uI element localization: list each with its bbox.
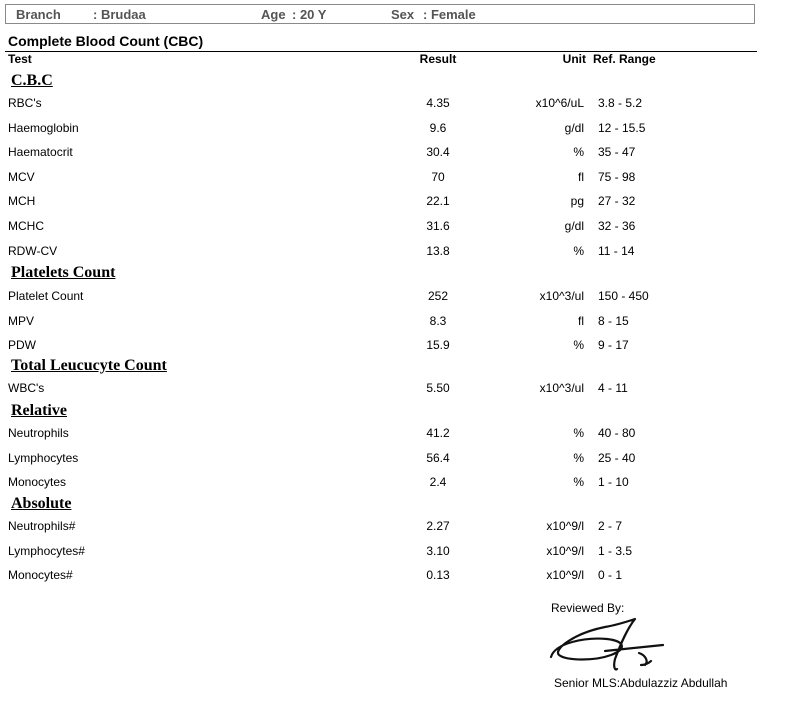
column-header-ref-range: Ref. Range [593,52,656,66]
section-title: Absolute [11,495,72,512]
test-result: 70 [431,170,445,184]
test-ref-range: 12 - 15.5 [598,121,646,135]
test-ref-range: 75 - 98 [598,170,636,184]
test-name: Neutrophils [8,426,69,440]
test-result: 252 [427,289,449,303]
test-unit: % [573,426,584,440]
branch-value: : Brudaa [93,7,146,22]
test-ref-range: 35 - 47 [598,145,636,159]
age-label: Age [261,7,286,22]
column-header-test: Test [8,52,32,66]
test-name: Neutrophils# [8,519,76,533]
test-unit: x10^3/ul [539,289,584,303]
section-title: Relative [11,402,67,419]
test-ref-range: 27 - 32 [598,194,636,208]
test-result: 56.4 [426,451,450,465]
test-ref-range: 8 - 15 [598,314,629,328]
test-result: 9.6 [429,121,447,135]
test-name: Haemoglobin [8,121,79,135]
sex-label: Sex [391,7,415,22]
test-unit: % [573,145,584,159]
test-unit: x10^3/ul [539,381,584,395]
test-name: MPV [8,314,35,328]
test-ref-range: 9 - 17 [598,338,629,352]
test-ref-range: 150 - 450 [598,289,649,303]
reviewer-name: Senior MLS:Abdulazziz Abdullah [554,676,728,690]
test-unit: x10^9/l [546,568,584,582]
test-result: 22.1 [426,194,450,208]
test-name: Lymphocytes# [8,544,85,558]
column-header-result: Result [419,52,457,66]
test-unit: % [573,338,584,352]
test-result: 41.2 [426,426,450,440]
test-unit: fl [578,314,584,328]
test-unit: x10^6/uL [535,96,584,110]
test-unit: % [573,475,584,489]
test-result: 2.27 [426,519,450,533]
test-name: Haematocrit [8,145,73,159]
test-unit: g/dl [564,219,584,233]
test-ref-range: 2 - 7 [598,519,623,533]
test-ref-range: 1 - 3.5 [598,544,633,558]
test-ref-range: 1 - 10 [598,475,629,489]
section-title: Total Leucucyte Count [11,357,167,374]
test-unit: x10^9/l [546,519,584,533]
test-ref-range: 40 - 80 [598,426,636,440]
test-name: Monocytes [8,475,67,489]
test-result: 8.3 [429,314,447,328]
test-result: 2.4 [429,475,447,489]
test-name: PDW [8,338,36,352]
test-unit: fl [578,170,584,184]
branch-label: Branch [16,7,61,22]
test-unit: % [573,451,584,465]
age-value: : 20 Y [292,7,327,22]
test-result: 15.9 [426,338,450,352]
test-result: 30.4 [426,145,450,159]
test-name: Monocytes# [8,568,73,582]
reviewed-by-label: Reviewed By: [551,601,625,615]
test-result: 13.8 [426,244,450,258]
test-name: RBC's [8,96,42,110]
column-header-unit: Unit [562,52,586,66]
section-title: C.B.C [11,72,53,89]
test-name: Platelet Count [8,289,84,303]
test-ref-range: 11 - 14 [598,244,635,258]
test-name: RDW-CV [8,244,58,258]
test-result: 5.50 [426,381,450,395]
test-name: MCHC [8,219,44,233]
test-result: 0.13 [426,568,450,582]
patient-info-box [5,4,755,24]
test-result: 4.35 [426,96,450,110]
sex-value: : Female [423,7,476,22]
test-unit: pg [570,194,584,208]
section-title: Platelets Count [11,264,116,281]
test-unit: % [573,244,584,258]
test-unit: g/dl [564,121,584,135]
report-title: Complete Blood Count (CBC) [8,33,204,49]
test-ref-range: 3.8 - 5.2 [598,96,643,110]
test-name: MCV [8,170,35,184]
test-result: 3.10 [426,544,450,558]
test-name: Lymphocytes [8,451,79,465]
test-name: WBC's [8,381,45,395]
test-name: MCH [8,194,36,208]
test-ref-range: 32 - 36 [598,219,636,233]
signature-image [545,615,685,677]
test-ref-range: 0 - 1 [598,568,623,582]
test-ref-range: 4 - 11 [598,381,628,395]
test-unit: x10^9/l [546,544,584,558]
test-ref-range: 25 - 40 [598,451,636,465]
test-result: 31.6 [426,219,450,233]
